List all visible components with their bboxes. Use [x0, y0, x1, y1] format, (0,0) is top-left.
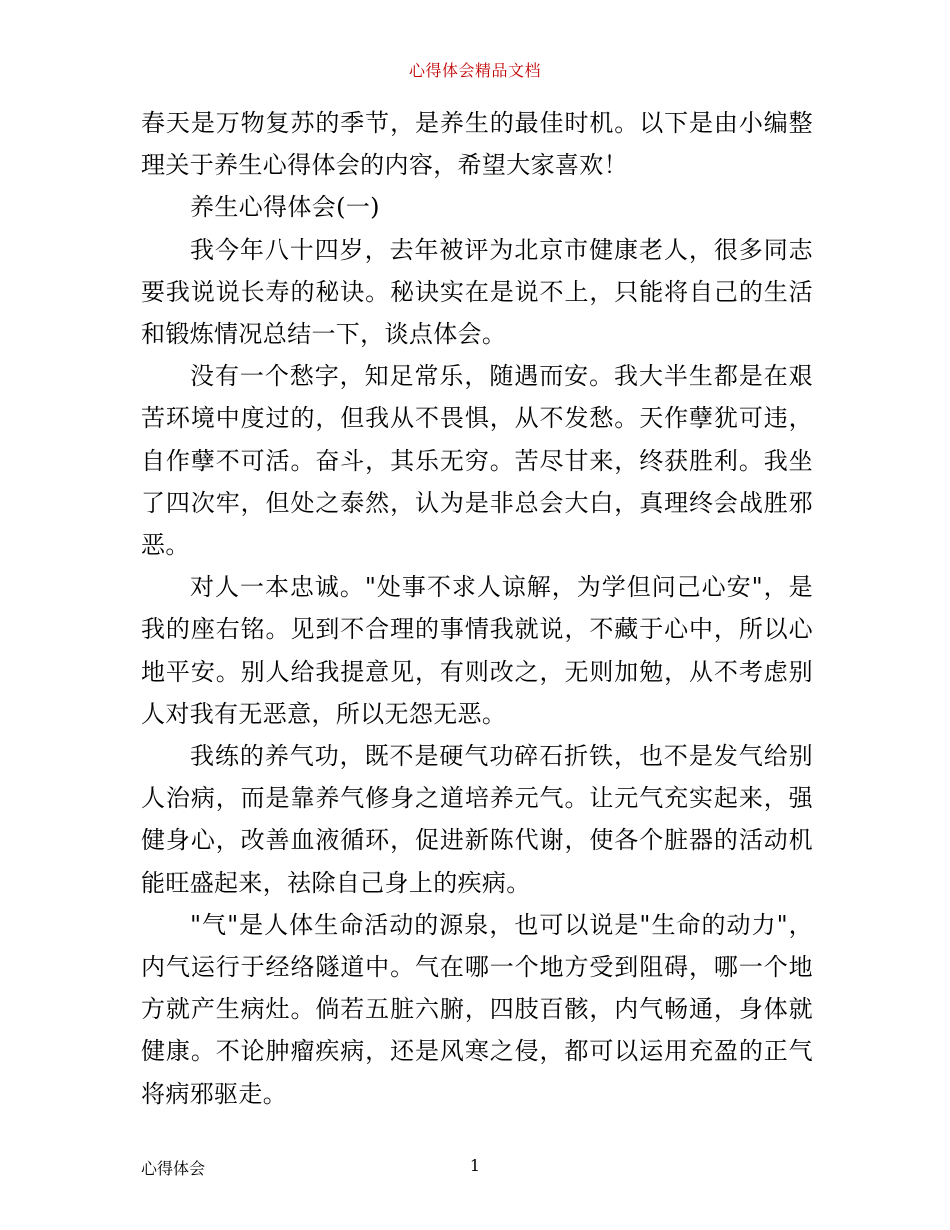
paragraph: 对人一本忠诚。"处事不求人谅解，为学但问己心安"，是我的座右铭。见到不合理的事情我就说，不藏于心中，所以心地平安。别人给我提意见，有则改之，无则加勉，从不考虑别人对我有无恶意，所以无怨无恶。 [141, 573, 813, 728]
paragraph: "气"是人体生命活动的源泉，也可以说是"生命的动力"，内气运行于经络隧道中。气在哪一个地方受到阻碍，哪一个地方就产生病灶。倘若五脏六腑，四肢百骸，内气畅通，身体就健康。不论肿瘤疾病，还是风寒之侵，都可以运用充盈的正气将病邪驱走。 [141, 910, 813, 1108]
section-heading: 养生心得体会(一) [190, 193, 380, 222]
page-header-title: 心得体会精品文档 [408, 61, 541, 80]
page-number: 1 [469, 1156, 481, 1175]
paragraph: 我今年八十四岁，去年被评为北京市健康老人，很多同志要我说说长寿的秘诀。秘诀实在是说不上，只能将自己的生活和锻炼情况总结一下，谈点体会。 [141, 235, 813, 349]
page-footer-label: 心得体会 [141, 1159, 206, 1178]
paragraph: 没有一个愁字，知足常乐，随遇而安。我大半生都是在艰苦环境中度过的，但我从不畏惧，从不发愁。天作孽犹可违，自作孽不可活。奋斗，其乐无穷。苦尽甘来，终获胜利。我坐了四次牢，但处之泰然，认为是非总会大白，真理终会战胜邪恶。 [141, 362, 813, 560]
document-body [141, 102, 813, 1115]
paragraph: 我练的养气功，既不是硬气功碎石折铁，也不是发气给别人治病，而是靠养气修身之道培养元气。让元气充实起来，强健身心，改善血液循环，促进新陈代谢，使各个脏器的活动机能旺盛起来，祛除自己身上的疾病。 [141, 742, 813, 897]
paragraph-intro: 春天是万物复苏的季节，是养生的最佳时机。以下是由小编整理关于养生心得体会的内容，希望大家喜欢！ [141, 109, 813, 180]
